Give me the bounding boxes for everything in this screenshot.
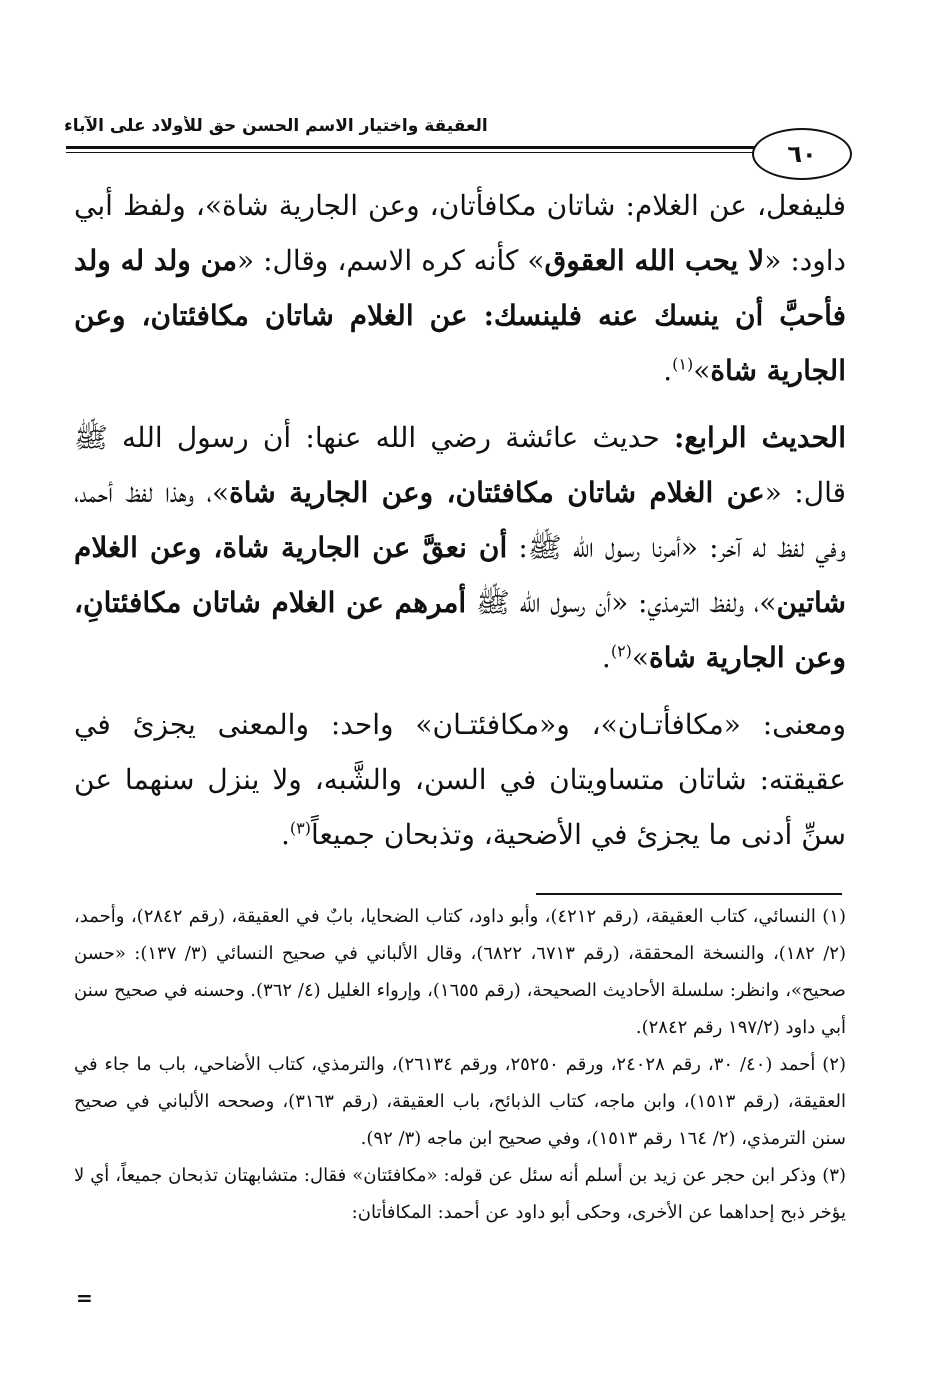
page-number-oval: ٦٠ xyxy=(752,128,852,180)
hadith-quote: من ولد له ولد فأحبَّ أن ينسك عنه فلينسك: عن الغلام شاتان مكافئتان، وعن الجارية شاة xyxy=(74,244,846,387)
text-run: . xyxy=(663,354,673,387)
hadith-quote: لا يحب الله العقوق xyxy=(544,244,765,277)
paragraph-1 xyxy=(74,178,846,398)
text-run: ومعنى: «مكافأتـان»، و«مكافئتـان» واحد: والمعنى يجزئ في عقيقته: شاتان متساويتان في السن، والشَّبه، ولا ينزل سنهما عن سنِّ أدنى ما يجزئ في الأضحية، وتذبحان جميعاً xyxy=(74,708,846,851)
header-rule-thick xyxy=(66,146,756,149)
text-run: فليفعل، عن الغلام: شاتان مكافأتان، وعن الجارية شاة»، ولفظ أبي داود: « xyxy=(74,189,847,277)
hadith-quote: عن الغلام شاتان مكافئتان، وعن الجارية شاة xyxy=(229,476,765,509)
text-run: » xyxy=(631,641,650,674)
main-text xyxy=(74,178,846,874)
text-run: »، وهذا لفظ أحمد، وفي لفظ له آخر: «أمرنا رسول الله ﷺ: xyxy=(74,476,846,564)
paragraph-2 xyxy=(74,410,846,685)
text-run: » xyxy=(693,354,711,387)
text-run: . xyxy=(281,818,290,851)
running-title: العقيقة واختيار الاسم الحسن حق للأولاد على الآباء xyxy=(64,116,488,136)
text-run: » كأنه كره الاسم، وقال: « xyxy=(236,244,545,277)
footnote-continuation-mark: = xyxy=(76,1286,93,1310)
section-label: الحديث الرابع: xyxy=(674,421,846,454)
text-run: »، ولفظ الترمذي: «أن رسول الله ﷺ xyxy=(466,586,777,619)
footnote-separator xyxy=(536,893,842,895)
footnote-ref-3: (٣) xyxy=(289,818,311,838)
footnote-1: (١) النسائي، كتاب العقيقة، (رقم ٤٢١٢)، وأبو داود، كتاب الضحايا، بابٌ في العقيقة، (رقم ٢٨٤٢)، وأحمد، (٢/ ١٨٢)، والنسخة المحققة، (رقم ٦٧١٣، ٦٨٢٢)، وقال الألباني في صحيح النسائي (٣/ ١٣٧): «حسن صحيح»، وانظر: سلسلة الأحاديث الصحيحة، (رقم ١٦٥٥)، وإرواء الغليل (٤/ ٣٦٢). وحسنه في صحيح سنن أبي داود (١٩٧/٢ رقم ٢٨٤٢). xyxy=(74,906,846,1038)
text-run: . xyxy=(601,641,611,674)
footnotes xyxy=(74,898,846,1231)
footnote-ref-2: (٢) xyxy=(610,641,632,661)
footnote-2: (٢) أحمد (٤٠/ ٣٠، رقم ٢٤٠٢٨، ورقم ٢٥٢٥٠، ورقم ٢٦١٣٤)، والترمذي، كتاب الأضاحي، باب ما جاء في العقيقة، (رقم ١٥١٣)، وابن ماجه، كتاب الذبائح، باب العقيقة، (رقم ٣١٦٣)، وصححه الألباني في صحيح سنن الترمذي، (٢/ ١٦٤ رقم ١٥١٣)، وفي صحيح ابن ماجه (٣/ ٩٢). xyxy=(74,1054,847,1149)
text-run: حديث عائشة رضي الله عنها: أن رسول الله ﷺ قال: « xyxy=(74,421,846,509)
hadith-quote: أمرهم عن الغلام شاتان مكافئتانِ، وعن الجارية شاة xyxy=(74,586,846,674)
footnote-3: (٣) وذكر ابن حجر عن زيد بن أسلم أنه سئل عن قوله: «مكافئتان» فقال: متشابهتان تذبحان جميعاً، أي لا يؤخر ذبح إحداهما عن الأخرى، وحكى أبو داود عن أحمد: المكافأتان: xyxy=(74,1165,846,1223)
paragraph-3 xyxy=(74,697,846,862)
footnote-ref-1: (١) xyxy=(672,354,694,374)
hadith-quote: أن نعقَّ عن الجارية شاة، وعن الغلام شاتين xyxy=(74,531,846,619)
header-rule-thin xyxy=(66,152,756,153)
